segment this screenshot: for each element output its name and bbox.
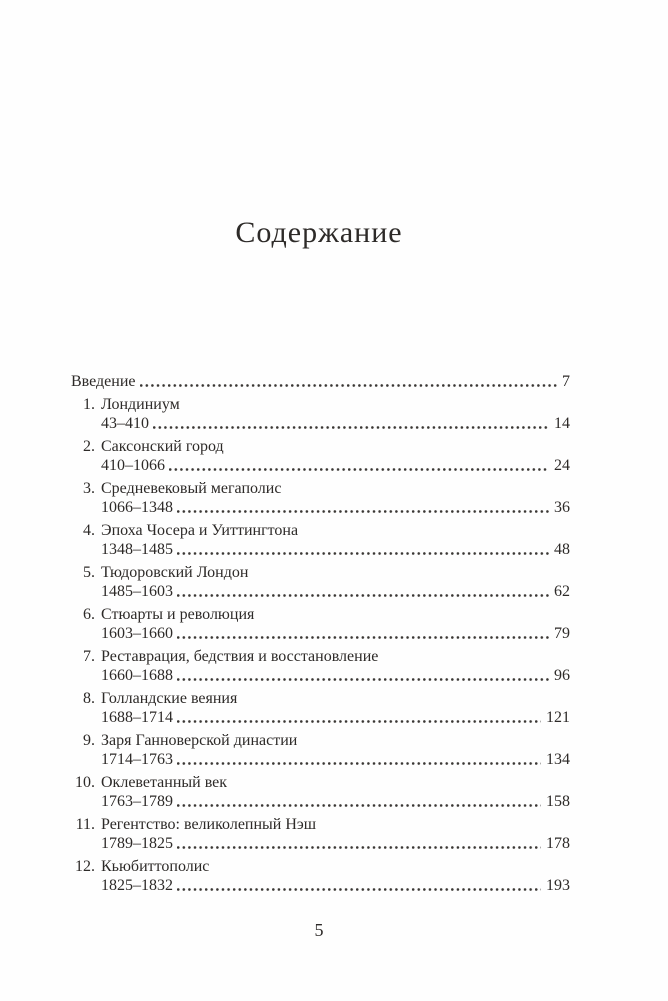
toc-entry-title: Саксонский город — [101, 438, 224, 455]
dot-leader — [153, 426, 549, 429]
toc-entry-number: 12. — [75, 858, 95, 875]
dot-leader — [177, 678, 549, 681]
toc-entry-years-line — [68, 666, 570, 685]
toc-entry-years: 1660–1688 — [101, 667, 173, 684]
toc-entry-title: Средневековый мегаполис — [101, 480, 282, 497]
toc-entry-years: 1825–1832 — [101, 877, 173, 894]
toc-entry-title: Голландские веяния — [101, 690, 238, 707]
toc-entry-years: 1714–1763 — [101, 751, 173, 768]
toc-entry-title: Регентство: великолепный Нэш — [101, 816, 317, 833]
toc-entry-page: 14 — [554, 415, 570, 432]
toc-entry — [68, 521, 570, 559]
toc-entry-page: 24 — [554, 457, 570, 474]
toc-entry-title-line — [68, 563, 570, 582]
toc-entry-years-line — [68, 876, 570, 895]
toc-entry-years-line — [68, 624, 570, 643]
toc-entry — [68, 437, 570, 475]
dot-leader — [177, 804, 541, 807]
toc-entry-years-line — [68, 834, 570, 853]
toc-entry — [68, 647, 570, 685]
toc-entry-years-line — [68, 414, 570, 433]
table-of-contents — [68, 372, 570, 895]
toc-entry-number: 2. — [83, 438, 95, 455]
toc-entry-title-line — [68, 437, 570, 456]
toc-intro-row — [68, 372, 570, 391]
dot-leader — [140, 384, 558, 387]
toc-entry-page: 193 — [546, 877, 570, 894]
toc-entry-title-line — [68, 521, 570, 540]
toc-entry — [68, 479, 570, 517]
toc-entry-years: 1789–1825 — [101, 835, 173, 852]
toc-entry-page: 79 — [554, 625, 570, 642]
dot-leader — [177, 846, 541, 849]
toc-entry-years-line — [68, 498, 570, 517]
dot-leader — [177, 888, 541, 891]
toc-entry-years: 1763–1789 — [101, 793, 173, 810]
dot-leader — [177, 636, 549, 639]
toc-entry-number: 5. — [83, 564, 95, 581]
toc-entry-page: 178 — [546, 835, 570, 852]
toc-entry — [68, 731, 570, 769]
toc-entry-years-line — [68, 540, 570, 559]
toc-entry-title: Реставрация, бедствия и восстановление — [101, 648, 379, 665]
toc-entry-years: 1348–1485 — [101, 541, 173, 558]
toc-entry-number: 11. — [75, 816, 95, 833]
toc-entry-years-line — [68, 708, 570, 727]
toc-entry-title-line — [68, 395, 570, 414]
toc-entry-page: 48 — [554, 541, 570, 558]
toc-entry-number: 4. — [83, 522, 95, 539]
toc-entry-years: 43–410 — [101, 415, 149, 432]
toc-entry-number: 10. — [75, 774, 95, 791]
toc-entry-years-line — [68, 456, 570, 475]
page-title: Содержание — [235, 216, 403, 249]
toc-entry-title-line — [68, 689, 570, 708]
toc-entry-years: 1603–1660 — [101, 625, 173, 642]
toc-entry — [68, 395, 570, 433]
toc-entry-years-line — [68, 750, 570, 769]
toc-entry-title: Тюдоровский Лондон — [101, 564, 249, 581]
toc-entry-number: 9. — [83, 732, 95, 749]
toc-entry-title-line — [68, 731, 570, 750]
toc-entry-years: 410–1066 — [101, 457, 165, 474]
toc-entry-title: Лондиниум — [101, 396, 180, 413]
toc-entry-title-line — [68, 479, 570, 498]
toc-entry — [68, 689, 570, 727]
toc-entries — [68, 395, 570, 895]
dot-leader — [177, 552, 549, 555]
toc-entry — [68, 563, 570, 601]
toc-entry-years: 1066–1348 — [101, 499, 173, 516]
toc-entry-years-line — [68, 792, 570, 811]
toc-entry-page: 134 — [546, 751, 570, 768]
toc-entry-number: 8. — [83, 690, 95, 707]
toc-entry-page: 62 — [554, 583, 570, 600]
dot-leader — [177, 594, 549, 597]
toc-intro-page: 7 — [562, 373, 570, 390]
toc-entry-title-line — [68, 605, 570, 624]
toc-entry-title-line — [68, 647, 570, 666]
toc-entry-title: Кьюбиттополис — [101, 858, 210, 875]
folio-page-number: 5 — [314, 920, 324, 940]
toc-entry — [68, 857, 570, 895]
toc-entry — [68, 773, 570, 811]
toc-entry-page: 96 — [554, 667, 570, 684]
toc-entry-title-line — [68, 815, 570, 834]
dot-leader — [177, 720, 541, 723]
toc-entry-title-line — [68, 773, 570, 792]
toc-entry-number: 1. — [83, 396, 95, 413]
toc-entry-title: Оклеветанный век — [101, 774, 228, 791]
toc-intro-title: Введение — [71, 373, 136, 390]
toc-entry-page: 158 — [546, 793, 570, 810]
toc-entry-page: 121 — [546, 709, 570, 726]
toc-entry-title-line — [68, 857, 570, 876]
toc-entry-number: 6. — [83, 606, 95, 623]
toc-entry-title: Стюарты и революция — [101, 606, 255, 623]
toc-entry-years: 1688–1714 — [101, 709, 173, 726]
dot-leader — [169, 468, 549, 471]
toc-entry-number: 3. — [83, 480, 95, 497]
toc-entry-page: 36 — [554, 499, 570, 516]
toc-entry-years: 1485–1603 — [101, 583, 173, 600]
toc-entry — [68, 605, 570, 643]
toc-entry-title: Эпоха Чосера и Уиттингтона — [101, 522, 299, 539]
toc-entry-number: 7. — [83, 648, 95, 665]
dot-leader — [177, 510, 549, 513]
toc-entry-title: Заря Ганноверской династии — [101, 732, 298, 749]
toc-entry — [68, 815, 570, 853]
dot-leader — [177, 762, 541, 765]
toc-entry-years-line — [68, 582, 570, 601]
book-page — [68, 0, 570, 941]
